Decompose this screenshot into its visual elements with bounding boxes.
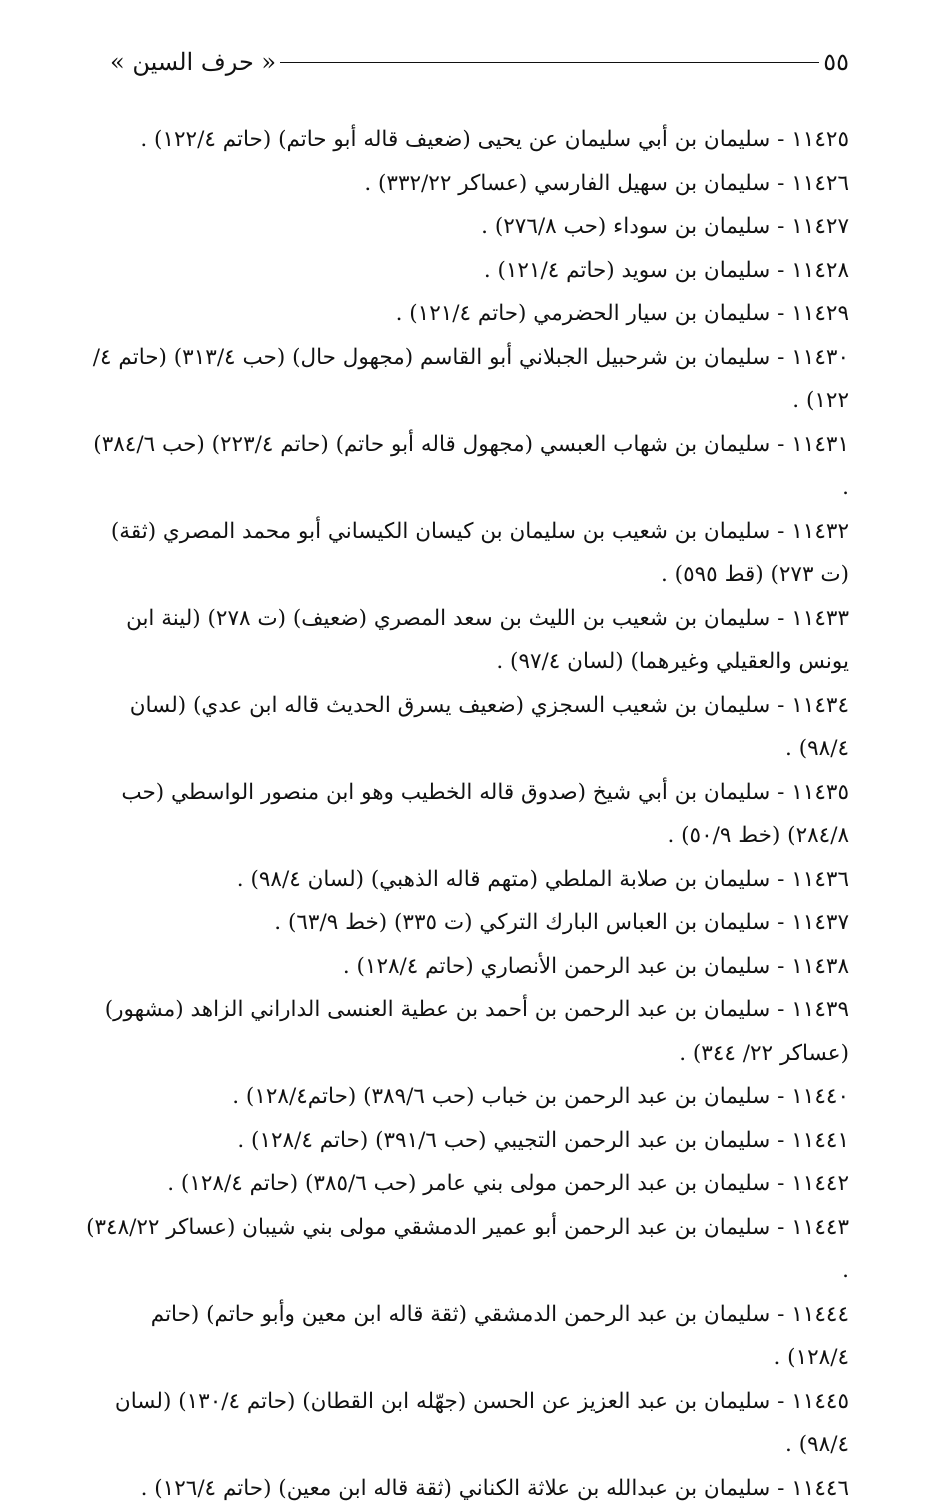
entry-text: سليمان بن صلابة الملطي (متهم قاله الذهبي) (لسان ٩٨/٤) .: [237, 867, 771, 892]
entry-11442: ١١٤٤٢ - سليمان بن عبد الرحمن مولى بني عامر (حب ٣٨٥/٦) (حاتم ١٢٨/٤) .: [84, 1162, 849, 1206]
entry-number: ١١٤٤٢: [791, 1171, 849, 1196]
entry-text: سليمان بن عبد الرحمن مولى بني عامر (حب ٣٨٥/٦) (حاتم ١٢٨/٤) .: [167, 1171, 770, 1196]
entry-11432: ١١٤٣٢ - سليمان بن شعيب بن سليمان بن كيسان الكيساني أبو محمد المصري (ثقة) (ت ٢٧٣) (قط ٥٩٥) .: [84, 510, 849, 597]
entry-number: ١١٤٢٥: [791, 127, 849, 152]
entry-text: سليمان بن عبد الرحمن الأنصاري (حاتم ١٢٨/٤) .: [343, 954, 770, 979]
entry-text: سليمان بن شرحبيل الجبلاني أبو القاسم (مجهول حال) (حب ٣١٣/٤) (حاتم ٤/ ١٢٢) .: [93, 345, 849, 414]
entry-number: ١١٤٣٨: [791, 954, 849, 979]
entry-number: ١١٤٤٦: [791, 1476, 849, 1501]
entry-text: سليمان بن أبي سليمان عن يحيى (ضعيف قاله أبو حاتم) (حاتم ١٢٢/٤) .: [140, 127, 770, 152]
entry-11429: ١١٤٢٩ - سليمان بن سيار الحضرمي (حاتم ١٢١/٤) .: [84, 292, 849, 336]
entry-11438: ١١٤٣٨ - سليمان بن عبد الرحمن الأنصاري (حاتم ١٢٨/٤) .: [84, 945, 849, 989]
header-rule: [280, 62, 819, 63]
entry-number: ١١٤٢٩: [791, 301, 849, 326]
entry-text: سليمان بن عبدالله بن علاثة الكناني (ثقة قاله ابن معين) (حاتم ١٢٦/٤) .: [141, 1476, 771, 1501]
running-head: [98, 40, 861, 84]
entry-number: ١١٤٢٧: [791, 214, 849, 239]
entry-11431: ١١٤٣١ - سليمان بن شهاب العبسي (مجهول قاله أبو حاتم) (حاتم ٢٢٣/٤) (حب ٣٨٤/٦) .: [84, 423, 849, 510]
entry-number: ١١٤٤١: [791, 1128, 849, 1153]
entry-text: سليمان بن سوداء (حب ٢٧٦/٨) .: [481, 214, 770, 239]
entry-number: ١١٤٣٠: [791, 345, 849, 370]
entry-11426: ١١٤٢٦ - سليمان بن سهيل الفارسي (عساكر ٣٣٢/٢٢) .: [84, 162, 849, 206]
entry-11440: ١١٤٤٠ - سليمان بن عبد الرحمن بن خباب (حب ٣٨٩/٦) (حاتم١٢٨/٤) .: [84, 1075, 849, 1119]
entry-11437: ١١٤٣٧ - سليمان بن العباس البارك التركي (ت ٣٣٥) (خط ٦٣/٩) .: [84, 901, 849, 945]
entry-text: سليمان بن سهيل الفارسي (عساكر ٣٣٢/٢٢) .: [364, 171, 770, 196]
entry-11439: ١١٤٣٩ - سليمان بن عبد الرحمن بن أحمد بن عطية العنسى الداراني الزاهد (مشهور) (عساكر ٢٢/ ٣٤٤) .: [84, 988, 849, 1075]
entry-number: ١١٤٤٠: [791, 1084, 849, 1109]
entry-list: [84, 118, 849, 1510]
entry-number: ١١٤٣١: [791, 432, 849, 457]
entry-number: ١١٤٣٦: [791, 867, 849, 892]
entry-text: سليمان بن أبي شيخ (صدوق قاله الخطيب وهو ابن منصور الواسطي (حب ٢٨٤/٨) (خط ٥٠/٩) .: [121, 780, 849, 849]
entry-text: سليمان بن سيار الحضرمي (حاتم ١٢١/٤) .: [396, 301, 771, 326]
entry-text: سليمان بن عبد الرحمن بن أحمد بن عطية العنسى الداراني الزاهد (مشهور) (عساكر ٢٢/ ٣٤٤) .: [105, 997, 849, 1066]
entry-text: سليمان بن عبد العزيز عن الحسن (جهّله ابن القطان) (حاتم ١٣٠/٤) (لسان ٩٨/٤) .: [115, 1389, 849, 1458]
entry-text: سليمان بن العباس البارك التركي (ت ٣٣٥) (خط ٦٣/٩) .: [274, 910, 770, 935]
entry-11433: ١١٤٣٣ - سليمان بن شعيب بن الليث بن سعد المصري (ضعيف) (ت ٢٧٨) (لينة ابن يونس والعقيلي وغيرهما) (لسان ٩٧/٤) .: [84, 597, 849, 684]
entry-text: سليمان بن عبد الرحمن الدمشقي (ثقة قاله ابن معين وأبو حاتم) (حاتم ١٢٨/٤) .: [151, 1302, 849, 1371]
entry-11430: ١١٤٣٠ - سليمان بن شرحبيل الجبلاني أبو القاسم (مجهول حال) (حب ٣١٣/٤) (حاتم ٤/ ١٢٢) .: [84, 336, 849, 423]
entry-11428: ١١٤٢٨ - سليمان بن سويد (حاتم ١٢١/٤) .: [84, 249, 849, 293]
entry-text: سليمان بن عبد الرحمن بن خباب (حب ٣٨٩/٦) (حاتم١٢٨/٤) .: [232, 1084, 770, 1109]
entry-number: ١١٤٣٧: [791, 910, 849, 935]
entry-number: ١١٤٢٦: [791, 171, 849, 196]
entry-number: ١١٤٣٤: [791, 693, 849, 718]
entry-text: سليمان بن شعيب السجزي (ضعيف يسرق الحديث قاله ابن عدي) (لسان ٩٨/٤) .: [130, 693, 849, 762]
entry-number: ١١٤٤٣: [791, 1215, 849, 1240]
entry-text: سليمان بن شهاب العبسي (مجهول قاله أبو حاتم) (حاتم ٢٢٣/٤) (حب ٣٨٤/٦) .: [93, 432, 849, 501]
entry-number: ١١٤٣٥: [791, 780, 849, 805]
entry-11435: ١١٤٣٥ - سليمان بن أبي شيخ (صدوق قاله الخطيب وهو ابن منصور الواسطي (حب ٢٨٤/٨) (خط ٥٠/٩) .: [84, 771, 849, 858]
entry-text: سليمان بن عبد الرحمن أبو عمير الدمشقي مولى بني شيبان (عساكر ٣٤٨/٢٢) .: [86, 1215, 849, 1284]
entry-number: ١١٤٣٩: [791, 997, 849, 1022]
entry-number: ١١٤٤٤: [791, 1302, 849, 1327]
entry-number: ١١٤٣٢: [791, 519, 849, 544]
entry-11425: ١١٤٢٥ - سليمان بن أبي سليمان عن يحيى (ضعيف قاله أبو حاتم) (حاتم ١٢٢/٤) .: [84, 118, 849, 162]
entry-11444: ١١٤٤٤ - سليمان بن عبد الرحمن الدمشقي (ثقة قاله ابن معين وأبو حاتم) (حاتم ١٢٨/٤) .: [84, 1293, 849, 1380]
entry-text: سليمان بن شعيب بن الليث بن سعد المصري (ضعيف) (ت ٢٧٨) (لينة ابن يونس والعقيلي وغيرهما) (لسان ٩٧/٤) .: [126, 606, 849, 675]
page-number: ٥٥: [823, 48, 861, 76]
entry-11445: ١١٤٤٥ - سليمان بن عبد العزيز عن الحسن (جهّله ابن القطان) (حاتم ١٣٠/٤) (لسان ٩٨/٤) .: [84, 1380, 849, 1467]
entry-11427: ١١٤٢٧ - سليمان بن سوداء (حب ٢٧٦/٨) .: [84, 205, 849, 249]
entry-number: ١١٤٢٨: [791, 258, 849, 283]
entry-11443: ١١٤٤٣ - سليمان بن عبد الرحمن أبو عمير الدمشقي مولى بني شيبان (عساكر ٣٤٨/٢٢) .: [84, 1206, 849, 1293]
entry-11446: ١١٤٤٦ - سليمان بن عبدالله بن علاثة الكناني (ثقة قاله ابن معين) (حاتم ١٢٦/٤) .: [84, 1467, 849, 1510]
entry-11434: ١١٤٣٤ - سليمان بن شعيب السجزي (ضعيف يسرق الحديث قاله ابن عدي) (لسان ٩٨/٤) .: [84, 684, 849, 771]
entry-text: سليمان بن شعيب بن سليمان بن كيسان الكيساني أبو محمد المصري (ثقة) (ت ٢٧٣) (قط ٥٩٥) .: [111, 519, 849, 588]
entry-number: ١١٤٣٣: [791, 606, 849, 631]
section-title: « حرف السين »: [98, 48, 276, 76]
entry-11441: ١١٤٤١ - سليمان بن عبد الرحمن التجيبي (حب ٣٩١/٦) (حاتم ١٢٨/٤) .: [84, 1119, 849, 1163]
entry-number: ١١٤٤٥: [791, 1389, 849, 1414]
entry-11436: ١١٤٣٦ - سليمان بن صلابة الملطي (متهم قاله الذهبي) (لسان ٩٨/٤) .: [84, 858, 849, 902]
entry-text: سليمان بن سويد (حاتم ١٢١/٤) .: [484, 258, 771, 283]
entry-text: سليمان بن عبد الرحمن التجيبي (حب ٣٩١/٦) (حاتم ١٢٨/٤) .: [237, 1128, 770, 1153]
